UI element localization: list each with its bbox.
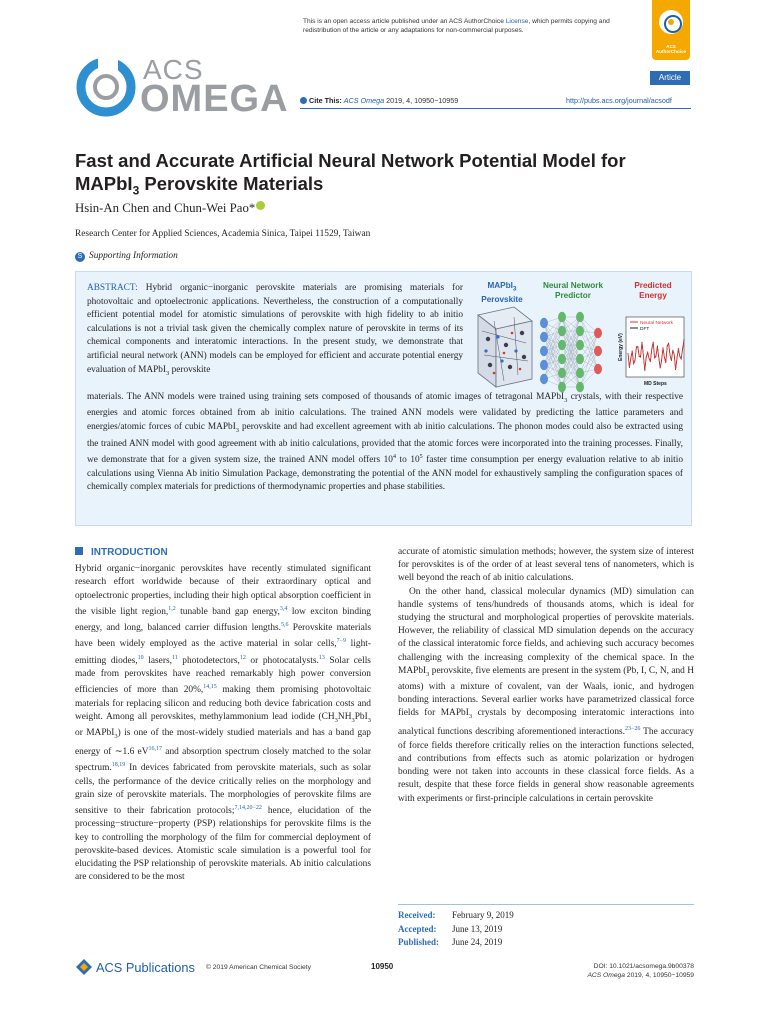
paper-title: Fast and Accurate Artificial Neural Network Potential Model for MAPbI$_3$ Perovskite Materials bbox=[75, 150, 626, 198]
nn-node bbox=[576, 354, 584, 364]
acs-publications-logo-icon bbox=[75, 958, 93, 976]
nn-node bbox=[576, 326, 584, 336]
intro-paragraph-1: Hybrid organic−inorganic perovskites have recently stimulated significant research effort worldwide because of their extraordinary optical and optoelectronic properties, including their high optical absorption coefficient in the visible light region,$^{1,2}$ tunable band gap energy,$^{3,4}$ low exciton binding energy, and long, balanced carrier diffusion lengths.$^{5,6}$ Perovskite materials have been widely employed as the active material in solar cells,$^{7-9}$ light-emitting diodes,$^{10}$ lasers,$^{11}$ photodetectors,$^{12}$ or photocatalysts.$^{13}$ Solar cells made from perovskites have reached remarkably high power conversion efficiencies of more than 20%,$^{14,15}$ making them promising photovoltaic materials for replacing silicon and reducing both device fabrication costs and weight. Among all perovskites, methylammonium lead iodide ($CH_3NH_3PbI_3$ or MAPbI$_3$) is one of the most-widely studied materials and has a band gap energy of ∼1.6 eV$^{16,17}$ and absorption spectrum closely matched to the solar spectrum.$^{18,19}$ In devices fabricated from perovskite materials, such as solar cells, the performance of the device critically relies on the morphology and grain size of perovskite materials. The morphologies of perovskite films are sensitive to their fabrication protocols;$^{7,14,20-22}$ hence, elucidation of the processing−structure−property (PSP) relationships for perovskite films is the key to controlling the morphology of the film for commercial deployment of perovskite-based devices. Atomistic scale simulation is a powerful tool for elucidating the PSP relationship of perovskite materials. Ab initio calculations are considered to be the most bbox=[75, 564, 371, 883]
abstract-text-top: ABSTRACT: Hybrid organic−inorganic perovskite materials are promising materials for photovoltaic and optoelectronic applications. Nevertheless, the construction of a computationally efficient potential model for atomistic simulations of perovskite with high fidelity to ab initio calculations is not a trivial task given the chemically complex nature of perovskite in terms of its chemical components and interatomic interactions. In the present study, we demonstrate that artificial neural network (ANN) models can be employed for efficient and accurate potential energy evaluation of MAPbI$_3$ perovskite bbox=[87, 283, 463, 377]
nn-node bbox=[540, 360, 548, 370]
nn-node bbox=[558, 368, 566, 378]
toc-graphic bbox=[474, 281, 686, 393]
intro-paragraph-2: On the other hand, classical molecular dynamics (MD) simulation can handle systems of tens/hundreds of thousands atoms, which is ideal for studying the structural and morphological properties of perovskite materials. However, the reliability of classical MD simulation depends on the accuracy of the classical interatomic force fields, and achieving such accuracy becomes challenging with the increasing complexity of the chemical space. In the MAPbI$_3$ perovskite, five elements are present in the system (Pb, I, C, N, and H atoms) with a mixture of covalent, van der Waals, ionic, and hydrogen bonding interactions. Several earlier works have parametrized classical force fields for MAPbI$_3$ crystals by decomposing interatomic interactions into analytical functions describing aforementioned interactions.$^{23-26}$ The accuracy of force fields therefore critically relies on the interaction functions selected, and contributions from effects such as atomic polarization or hydrogen bonding were not taken into accounts in these classical force fields. As a result, despite that these force fields in general show reasonable agreements with experiments or first-principle calculations in certain perovskite bbox=[398, 586, 695, 804]
logo-acs-text: ACS bbox=[143, 54, 204, 85]
header-divider bbox=[300, 108, 691, 109]
cite-this[interactable]: Cite This: ACS Omega 2019, 4, 10950−10959 bbox=[300, 96, 458, 105]
legend-neural-network: Neural Network bbox=[640, 321, 674, 326]
cite-icon bbox=[300, 97, 307, 104]
supporting-information-link[interactable]: S Supporting Information bbox=[75, 251, 178, 262]
perovskite-crystal-image bbox=[478, 307, 532, 387]
nn-node bbox=[576, 368, 584, 378]
nn-node bbox=[558, 354, 566, 364]
doi-citation: DOI: 10.1021/acsomega.9b00378 ACS Omega 2019, 4, 10950−10959 bbox=[587, 963, 694, 979]
open-access-icon bbox=[659, 10, 683, 34]
toc-label-energy: Predicted Energy bbox=[634, 281, 672, 300]
toc-label-perovskite: MAPbI$_3$ Perovskite bbox=[481, 281, 523, 304]
nn-node bbox=[558, 382, 566, 392]
authorchoice-badge[interactable]: ACS AuthorChoice bbox=[652, 0, 690, 60]
nn-node bbox=[576, 382, 584, 392]
authors: Hsin-An Chen and Chun-Wei Pao* bbox=[75, 201, 265, 216]
nn-node bbox=[540, 346, 548, 356]
publisher-name[interactable]: ACS Publications bbox=[96, 960, 195, 975]
affiliation: Research Center for Applied Sciences, Academia Sinica, Taipei 11529, Taiwan bbox=[75, 229, 371, 239]
toc-label-predictor: Neural Network Predictor bbox=[542, 281, 604, 300]
neural-network-diagram bbox=[540, 312, 602, 392]
nn-node bbox=[540, 374, 548, 384]
dates-divider bbox=[398, 904, 694, 905]
journal-url-link[interactable]: http://pubs.acs.org/journal/acsodf bbox=[566, 96, 672, 105]
plot-xlabel: MD Steps bbox=[644, 381, 667, 387]
nn-node bbox=[558, 312, 566, 322]
nn-node bbox=[558, 326, 566, 336]
section-marker-icon bbox=[75, 547, 83, 555]
nn-node bbox=[576, 312, 584, 322]
article-type-badge: Article bbox=[650, 71, 690, 85]
toc-illustration bbox=[474, 303, 686, 393]
license-link[interactable]: License bbox=[505, 18, 529, 25]
open-access-notice: This is an open access article published under an ACS AuthorChoice License, which permits copying and redistribution of the article or any adaptations for non-commercial purposes. bbox=[303, 18, 610, 34]
abstract-text-bottom: materials. The ANN models were trained using training sets composed of thousands of atomic images of tetragonal MAPbI$_3$ crystals, with their respective energies and atomic forces obtained from ab initio calculations. The trained ANN models were validated by predicting the lattice parameters and energies/atomic forces of cubic MAPbI$_3$ perovskite and had excellent agreement with ab initio calculations. The phonon modes could also be extracted using the trained ANN model with good agreement with ab initio calculations, provided that the atomic forces were incorporated into the training processes. Finally, we demonstrate that for a given system size, the trained ANN model offers $10^4$ to $10^5$ faster time consumption per energy evaluation relative to ab initio calculations using Vienna Ab initio Simulation Package, demonstrating the potential of the ANN model for exhaustively sampling the configuration spaces of chemically complex materials for predictions of thermodynamic properties and phase stabilities. bbox=[87, 392, 683, 493]
acs-omega-logo-icon bbox=[76, 57, 140, 117]
body-column-left bbox=[75, 546, 371, 884]
intro-paragraph-1-cont: accurate of atomistic simulation methods; however, the system size of interest for perovskites is of the order of at least several tens of nanometers, which is well beyond the reach of ab initio calculations. bbox=[398, 547, 694, 584]
orcid-icon[interactable] bbox=[256, 201, 265, 210]
nn-node bbox=[540, 318, 548, 328]
nn-node bbox=[558, 340, 566, 350]
nn-node bbox=[540, 332, 548, 342]
energy-plot bbox=[618, 317, 684, 387]
body-column-right bbox=[398, 546, 694, 806]
legend-dft: DFT bbox=[640, 327, 650, 332]
plot-ylabel: Energy (eV) bbox=[618, 333, 624, 361]
supporting-info-icon: S bbox=[75, 252, 85, 262]
nn-node bbox=[576, 340, 584, 350]
copyright: © 2019 American Chemical Society bbox=[206, 964, 311, 971]
nn-node bbox=[594, 328, 602, 338]
page-number: 10950 bbox=[371, 962, 394, 971]
nn-node bbox=[594, 364, 602, 374]
section-heading-introduction: INTRODUCTION bbox=[75, 546, 371, 559]
publication-dates: Received: February 9, 2019 Accepted: June 13, 2019 Published: June 24, 2019 bbox=[398, 910, 514, 948]
nn-node bbox=[594, 346, 602, 356]
logo-omega-text: OMEGA bbox=[140, 78, 289, 120]
